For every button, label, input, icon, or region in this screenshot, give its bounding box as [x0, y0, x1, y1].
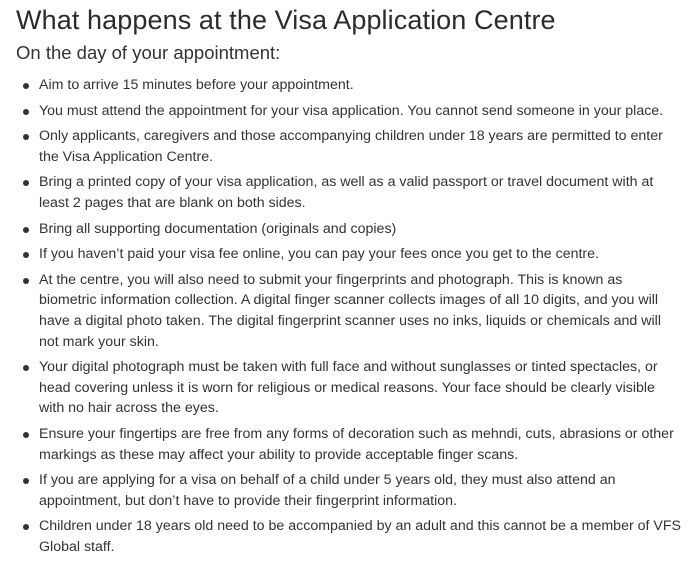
- list-item: [16, 270, 683, 352]
- list-item-text: Bring all supporting documentation (originals and copies): [39, 220, 397, 237]
- list-item: [16, 516, 683, 557]
- list-item: [16, 101, 683, 122]
- bullet-icon: [23, 227, 29, 233]
- list-item-text: Bring a printed copy of your visa application, as well as a valid passport or travel document with at least 2 pages that are blank on both sides.: [39, 174, 654, 211]
- list-item-text: If you are applying for a visa on behalf of a child under 5 years old, they must also attend an appointment, but don’t have to provide their fingerprint information.: [39, 472, 616, 509]
- list-item: [16, 75, 683, 96]
- list-item-text: If you haven’t paid your visa fee online, you can pay your fees once you get to the centre.: [39, 246, 599, 263]
- list-item: [16, 470, 683, 511]
- list-item-text: Aim to arrive 15 minutes before your appointment.: [39, 77, 354, 93]
- bullet-icon: [23, 278, 29, 284]
- section-subtitle: On the day of your appointment:: [16, 42, 281, 63]
- bullet-icon: [23, 134, 29, 140]
- appointment-instructions-list: [16, 75, 683, 557]
- list-item-text: You must attend the appointment for your visa application. You cannot send someone in your place.: [39, 102, 664, 119]
- list-item: [16, 172, 683, 213]
- list-item-text: Ensure your fingertips are free from any forms of decoration such as mehndi, cuts, abrasions or other markings as these may affect your ability to provide acceptable finger scans.: [39, 425, 674, 463]
- list-item-text: At the centre, you will also need to submit your fingerprints and photograph. This is known as biometric information collection. A digital finger scanner collects images of all 10 digits, and you will have a digital photo taken. The digital fingerprint scanner uses no inks, liquids or chemicals and will not mark your skin.: [39, 271, 661, 350]
- bullet-icon: [23, 83, 29, 89]
- bullet-icon: [23, 432, 29, 438]
- page-title: What happens at the Visa Application Centre: [16, 5, 556, 35]
- bullet-icon: [23, 180, 29, 186]
- list-item: [16, 126, 683, 167]
- bullet-icon: [23, 365, 29, 371]
- bullet-icon: [23, 109, 29, 115]
- bullet-icon: [23, 252, 29, 258]
- bullet-icon: [23, 524, 29, 530]
- list-item: [16, 244, 683, 265]
- list-item: [16, 219, 683, 240]
- list-item: [16, 424, 683, 465]
- list-item: [16, 357, 683, 419]
- list-item-text: Your digital photograph must be taken with full face and without sunglasses or tinted spectacles, or head covering unless it is worn for religious or medical reasons. Your face should be clearly visible with no hair across the eyes.: [39, 359, 658, 417]
- bullet-icon: [23, 478, 29, 484]
- list-item-text: Only applicants, caregivers and those accompanying children under 18 years are permitted to enter the Visa Application Centre.: [39, 128, 663, 165]
- list-item-text: Children under 18 years old need to be accompanied by an adult and this cannot be a member of VFS Global staff.: [39, 518, 681, 555]
